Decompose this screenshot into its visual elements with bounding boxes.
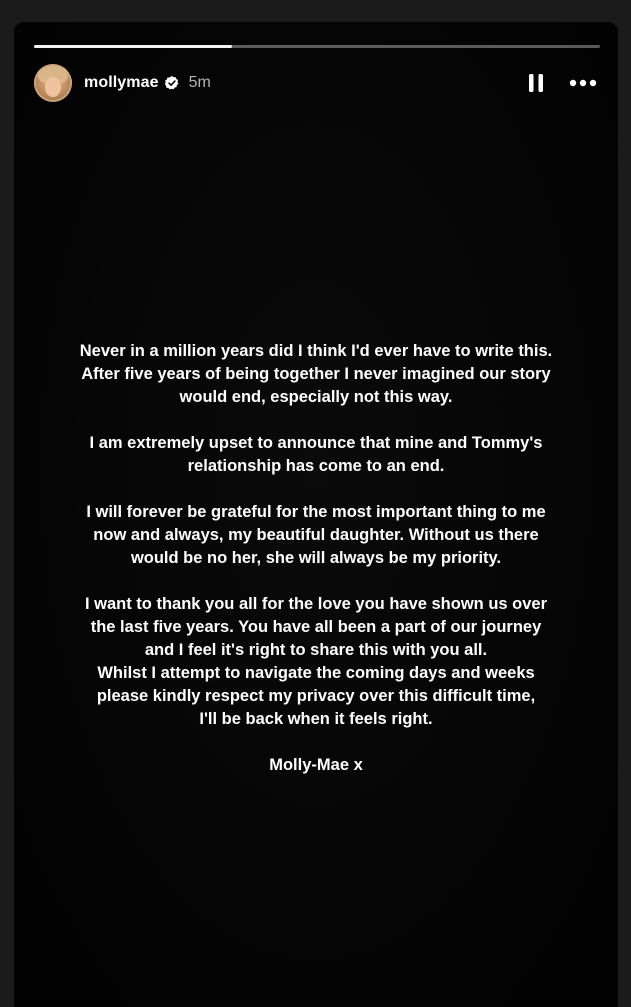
story-progress-fill bbox=[34, 45, 232, 48]
message-line: would end, especially not this way. bbox=[179, 388, 453, 406]
message-line: I'll be back when it feels right. bbox=[199, 710, 433, 728]
verified-badge-icon bbox=[164, 75, 180, 91]
username[interactable]: mollymae bbox=[84, 74, 159, 91]
avatar[interactable] bbox=[34, 64, 72, 102]
story-viewer[interactable] bbox=[14, 22, 618, 1007]
message-line: and I feel it's right to share this with you all. bbox=[144, 641, 488, 659]
message-paragraph-4 bbox=[14, 593, 618, 731]
story-text-message bbox=[14, 340, 618, 800]
message-line: now and always, my beautiful daughter. Without us there bbox=[93, 526, 539, 544]
message-line: I am extremely upset to announce that mine and Tommy's bbox=[89, 434, 543, 452]
message-paragraph-2 bbox=[14, 432, 618, 478]
more-options-icon bbox=[569, 79, 597, 87]
message-line: please kindly respect my privacy over this difficult time, bbox=[96, 687, 536, 705]
story-progress-bar bbox=[34, 45, 600, 48]
more-options-button[interactable] bbox=[566, 69, 600, 97]
message-line: After five years of being together I never imagined our story bbox=[81, 365, 551, 383]
post-timestamp: 5m bbox=[188, 74, 211, 91]
pause-icon bbox=[528, 73, 544, 93]
message-signoff: Molly-Mae x bbox=[269, 756, 363, 774]
message-paragraph-1 bbox=[14, 340, 618, 409]
message-line: the last five years. You have all been a part of our journey bbox=[90, 618, 542, 636]
pause-button[interactable] bbox=[522, 69, 550, 97]
message-line: I want to thank you all for the love you have shown us over bbox=[84, 595, 548, 613]
message-line: Whilst I attempt to navigate the coming days and weeks bbox=[97, 664, 535, 682]
message-paragraph-3 bbox=[14, 501, 618, 570]
message-line: Never in a million years did I think I'd ever have to write this. bbox=[79, 342, 553, 360]
message-line: relationship has come to an end. bbox=[187, 457, 445, 475]
story-header bbox=[34, 62, 600, 104]
message-line: would be no her, she will always be my priority. bbox=[130, 549, 502, 567]
message-line: I will forever be grateful for the most important thing to me bbox=[86, 503, 546, 521]
